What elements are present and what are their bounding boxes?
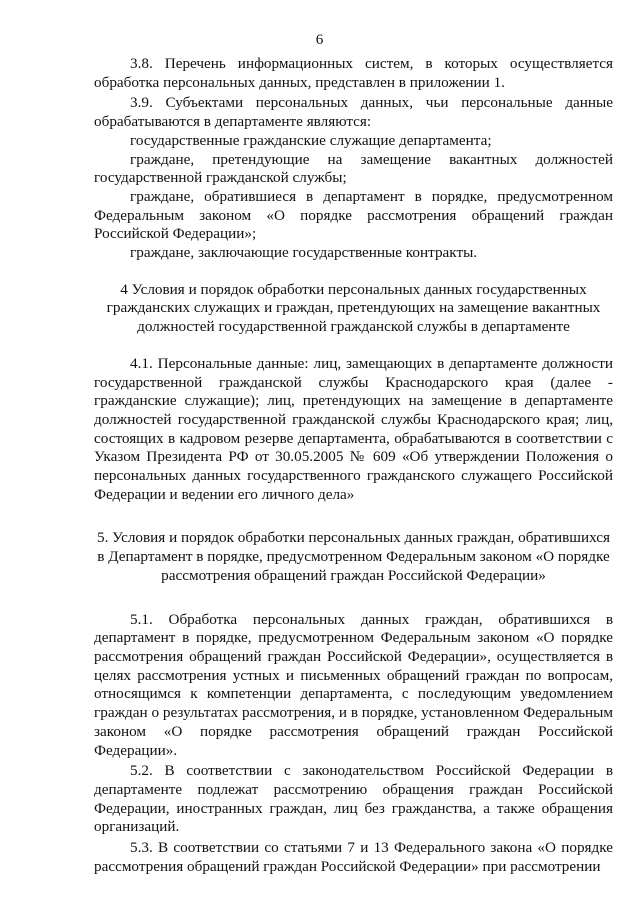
paragraph-5-1: 5.1. Обработка персональных данных граждан, обратившихся в департамент в порядке, предусмотренном Федеральным законом «О порядке рассмотрения обращений граждан Российской Федерации», осуществляется в целях рассмотрения устных и письменных обращений граждан по вопросам, относящимся к компетенции департамента, с последующим уведомлением граждан о результатах рассмотрения, и в порядке, установленном Федеральным законом «О порядке рассмотрения обращений граждан Российской Федерации». <box>94 610 613 759</box>
page-number: 6 <box>315 31 324 48</box>
paragraph-5-3: 5.3. В соответствии со статьями 7 и 13 Федерального закона «О порядке рассмотрения обращений граждан Российской Федерации» при рассмотрении <box>94 839 613 875</box>
paragraph-3-9: 3.9. Субъектами персональных данных, чьи персональные данные обрабатываются в департаменте являются: <box>94 94 613 131</box>
section-heading-5: 5. Условия и порядок обработки персональных данных граждан, обратившихся в Департамент в порядке, предусмотренном Федеральным законом «О порядке рассмотрения обращений граждан Российской Федерации» <box>96 529 611 584</box>
list-item-applicants: граждане, обратившиеся в департамент в порядке, предусмотренном Федеральным законом «О порядке рассмотрения обращений граждан Российской Федерации»; <box>94 187 613 243</box>
paragraph-5-2: 5.2. В соответствии с законодательством Российской Федерации в департаменте подлежат рассмотрению обращения граждан Российской Федерации, иностранных граждан, лиц без гражданства, а также обращения организаций. <box>94 762 613 836</box>
list-item-civil-servants: государственные гражданские служащие департамента; <box>130 131 492 149</box>
list-item-candidates: граждане, претендующие на замещение вакантных должностей государственной гражданской службы; <box>94 150 613 187</box>
document-body <box>94 30 613 876</box>
list-item-contractors: граждане, заключающие государственные контракты. <box>130 244 478 262</box>
paragraph-4-1: 4.1. Персональные данные: лиц, замещающих в департаменте должности государственной гражданской службы Краснодарского края (далее - гражданские служащие); лиц, претендующих на замещение в департаменте должностей государственной гражданской службы Краснодарского края; лиц, состоящих в кадровом резерве департамента, обрабатываются в соответствии с Указом Президента РФ от 30.05.2005 № 609 «Об утверждении Положения о персональных данных государственного гражданского служащего Российской Федерации и ведении его личного дела» <box>94 354 613 503</box>
section-heading-4: 4 Условия и порядок обработки персональных данных государственных гражданских служащих и граждан, претендующих на замещение вакантных должностей государственной гражданской службы в департаменте <box>106 280 601 336</box>
paragraph-3-8: 3.8. Перечень информационных систем, в которых осуществляется обработка персональных данных, представлен в приложении 1. <box>94 55 613 91</box>
